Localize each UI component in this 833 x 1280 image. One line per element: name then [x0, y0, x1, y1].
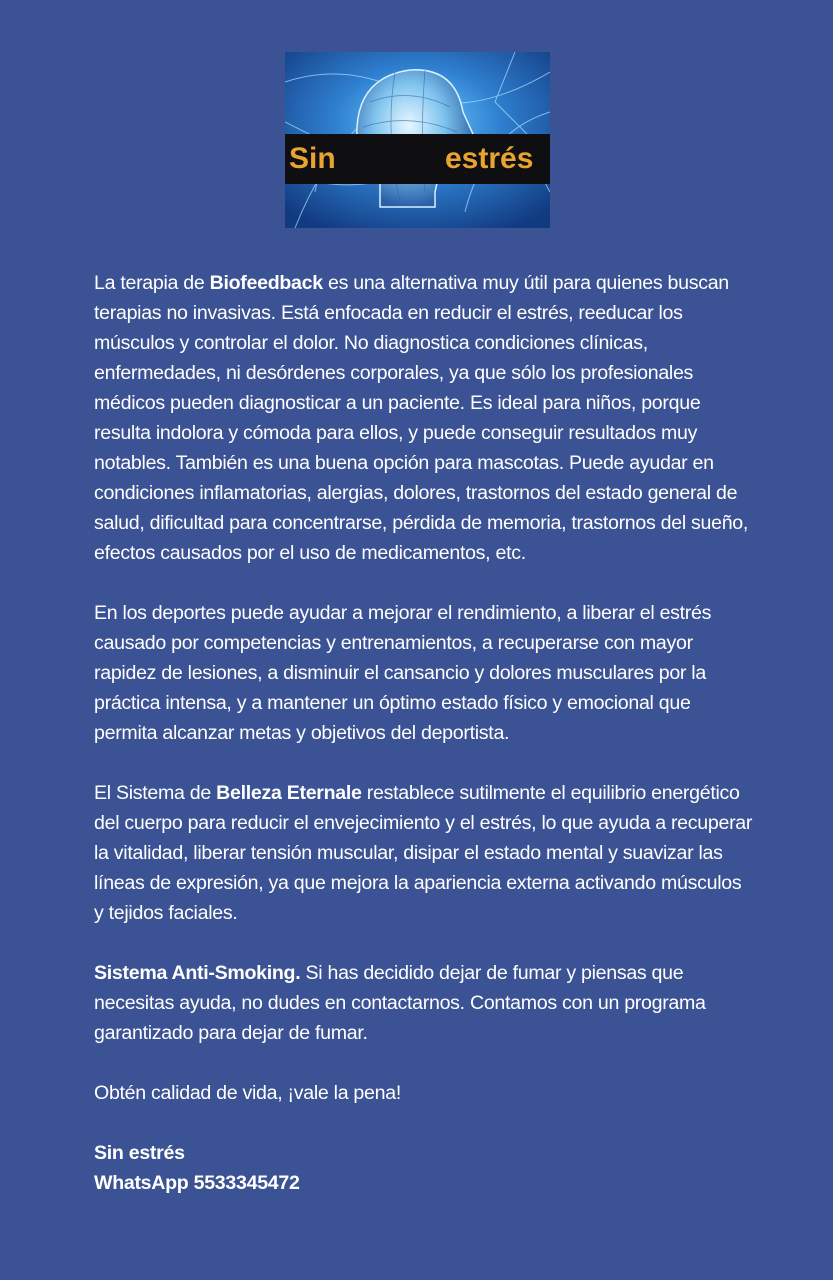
- biofeedback-term: Biofeedback: [209, 272, 323, 294]
- signature-block: [94, 1138, 754, 1198]
- paragraph-biofeedback: La terapia de Biofeedback es una alternativa muy útil para quienes buscan terapias no invasivas. Está enfocada en reducir el estrés, reeducar los músculos y controlar el dolor. No diagnostica condiciones clínicas, enfermedades, ni desórdenes corporales, ya que sólo los profesionales médicos pueden diagnosticar a un paciente. Es ideal para niños, porque resulta indolora y cómoda para ellos, y puede conseguir resultados muy notables. También es una buena opción para mascotas. Puede ayudar en condiciones inflamatorias, alergias, dolores, trastornos del estado general de salud, dificultad para concentrarse, pérdida de memoria, trastornos del sueño, efectos causados por el uso de medicamentos, etc.: [94, 272, 749, 564]
- signature-name: Sin estrés: [94, 1142, 185, 1164]
- sin-estres-logo: [285, 52, 550, 228]
- paragraph-belleza-eternale: El Sistema de Belleza Eternale restablece sutilmente el equilibrio energético del cuerpo para reducir el envejecimiento y el estrés, lo que ayuda a recuperar la vitalidad, liberar tensión muscular, disipar el estado mental y suavizar las líneas de expresión, ya que mejora la apariencia externa activando músculos y tejidos faciales.: [94, 782, 753, 924]
- logo-text-sin: Sin: [289, 142, 336, 175]
- paragraph-calidad-vida: Obtén calidad de vida, ¡vale la pena!: [94, 1082, 401, 1104]
- belleza-eternale-term: Belleza Eternale: [216, 782, 362, 804]
- article-body: [94, 268, 754, 1198]
- logo-text-estres: estrés: [445, 142, 534, 175]
- whatsapp-contact[interactable]: WhatsApp 5533345472: [94, 1172, 300, 1194]
- paragraph-anti-smoking: Sistema Anti-Smoking. Si has decidido dejar de fumar y piensas que necesitas ayuda, no dudes en contactarnos. Contamos con un programa garantizado para dejar de fumar.: [94, 962, 706, 1044]
- paragraph-deportes: En los deportes puede ayudar a mejorar el rendimiento, a liberar el estrés causado por competencias y entrenamientos, a recuperarse con mayor rapidez de lesiones, a disminuir el cansancio y dolores musculares por la práctica intensa, y a mantener un óptimo estado físico y emocional que permita alcanzar metas y objetivos del deportista.: [94, 602, 712, 744]
- anti-smoking-term: Sistema Anti-Smoking.: [94, 962, 301, 984]
